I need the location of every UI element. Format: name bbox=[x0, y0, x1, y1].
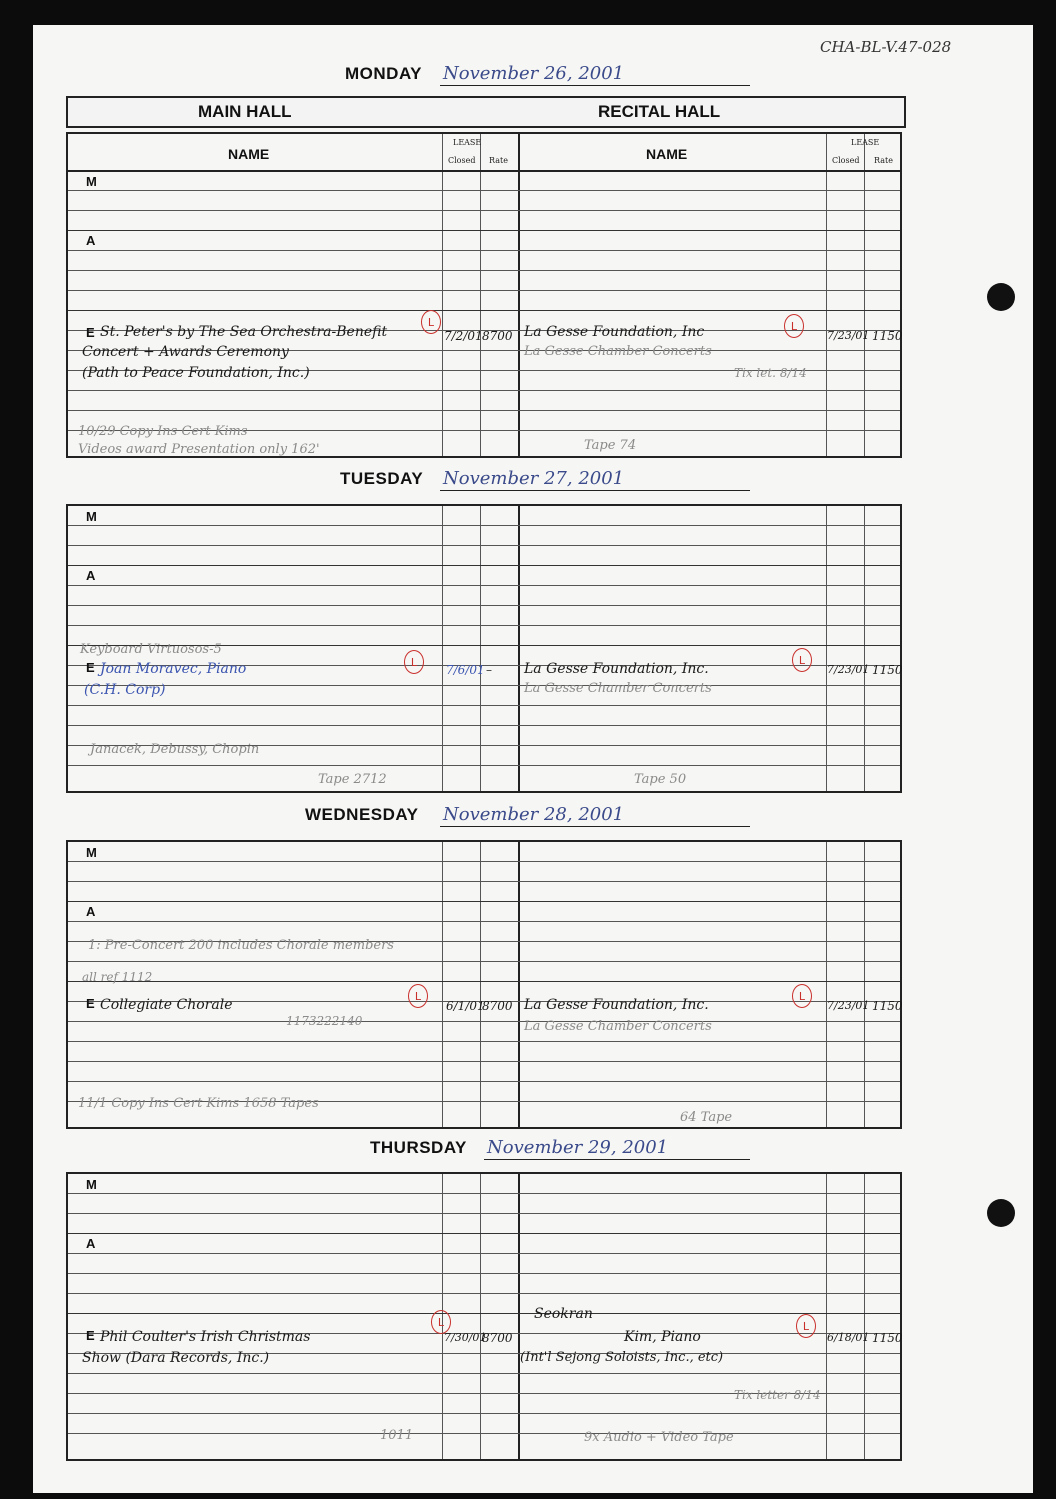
lease-mark: L bbox=[792, 648, 812, 672]
day-name: THURSDAY bbox=[370, 1138, 467, 1157]
recital-sub: Tix letter 8/14 bbox=[734, 1388, 821, 1402]
slot-a: A bbox=[86, 233, 96, 248]
main-note: Janacek, Debussy, Chopin bbox=[90, 742, 260, 757]
lease-mark: L bbox=[792, 984, 812, 1008]
day-name: MONDAY bbox=[345, 64, 422, 83]
recital-hall-title: RECITAL HALL bbox=[598, 102, 721, 121]
main-rate: 8700 bbox=[482, 999, 513, 1013]
main-event-line: (Path to Peace Foundation, Inc.) bbox=[82, 365, 310, 381]
main-hall-title: MAIN HALL bbox=[198, 102, 292, 121]
main-rate: 8700 bbox=[482, 1331, 513, 1345]
grid-tuesday bbox=[66, 504, 902, 793]
recital-note: Tape 74 bbox=[584, 438, 637, 453]
recital-rate: 1150 bbox=[872, 999, 903, 1013]
slot-e: E bbox=[86, 325, 95, 340]
main-note: 10/29 Copy Ins Cert Kims bbox=[78, 424, 248, 439]
recital-event-line: La Gesse Foundation, Inc. bbox=[524, 997, 709, 1013]
main-event-line: Show (Dara Records, Inc.) bbox=[82, 1350, 270, 1366]
main-note: Keyboard Virtuosos-5 bbox=[80, 642, 222, 657]
main-rate: – bbox=[486, 663, 492, 677]
recital-closed: 7/23/01 bbox=[827, 663, 870, 676]
slot-e: E bbox=[86, 1328, 95, 1343]
recital-sub: La Gesse Chamber Concerts bbox=[524, 344, 712, 359]
day-date: November 26, 2001 bbox=[443, 63, 625, 84]
recital-closed: 7/23/01 bbox=[827, 329, 870, 342]
recital-rate: 1150 bbox=[872, 1331, 903, 1345]
recital-rate: 1150 bbox=[872, 663, 903, 677]
main-closed: 6/1/01 bbox=[446, 999, 485, 1013]
main-event-line: Phil Coulter's Irish Christmas bbox=[100, 1329, 311, 1345]
day-name: WEDNESDAY bbox=[305, 805, 419, 824]
binder-hole-top bbox=[987, 283, 1015, 311]
recital-sub: La Gesse Chamber Concerts bbox=[524, 681, 712, 696]
slot-e: E bbox=[86, 996, 95, 1011]
recital-rate: 1150 bbox=[872, 329, 903, 343]
lease-mark: L bbox=[784, 314, 804, 338]
recital-event-line: Seokran bbox=[534, 1306, 593, 1322]
main-note: Videos award Presentation only 162' bbox=[78, 442, 320, 457]
day-date: November 27, 2001 bbox=[443, 468, 625, 489]
recital-event-line: (Int'l Sejong Soloists, Inc., etc) bbox=[520, 1350, 724, 1365]
lease-mark: L bbox=[796, 1314, 816, 1338]
hall-header-bar bbox=[66, 96, 906, 128]
main-note: 1173222140 bbox=[286, 1014, 363, 1028]
main-event-line: St. Peter's by The Sea Orchestra-Benefit bbox=[100, 324, 388, 340]
rate-header-main: Rate bbox=[489, 156, 508, 165]
lease-mark: L bbox=[431, 1310, 451, 1334]
main-event-line: (C.H. Corp) bbox=[84, 682, 166, 698]
main-closed: 7/6/01 bbox=[446, 663, 485, 677]
day-header-tuesday bbox=[340, 467, 750, 493]
lease-header-recital: LEASE bbox=[851, 138, 880, 147]
day-date: November 29, 2001 bbox=[487, 1137, 669, 1158]
day-header-thursday bbox=[370, 1136, 750, 1162]
slot-e: E bbox=[86, 660, 95, 675]
slot-a: A bbox=[86, 568, 96, 583]
main-event-line: Joan Moravec, Piano bbox=[100, 661, 247, 677]
lease-mark: L bbox=[408, 984, 428, 1008]
recital-note: 9x Audio + Video Tape bbox=[584, 1430, 734, 1445]
day-date: November 28, 2001 bbox=[443, 804, 625, 825]
slot-a: A bbox=[86, 1236, 96, 1251]
recital-closed: 6/18/01 bbox=[827, 1331, 870, 1344]
reference-code: CHA-BL-V.47-028 bbox=[820, 38, 952, 56]
recital-sub: La Gesse Chamber Concerts bbox=[524, 1019, 712, 1034]
recital-event-line: La Gesse Foundation, Inc. bbox=[524, 661, 709, 677]
name-header-main: NAME bbox=[228, 146, 270, 162]
main-note: 1011 bbox=[380, 1428, 414, 1443]
recital-event-line: Kim, Piano bbox=[624, 1329, 701, 1345]
slot-m: M bbox=[86, 174, 97, 189]
recital-sub: Tix let. 8/14 bbox=[734, 366, 807, 380]
lease-mark: L bbox=[404, 650, 424, 674]
main-event-line: Concert + Awards Ceremony bbox=[82, 344, 289, 360]
main-note: all ref 1112 bbox=[82, 970, 153, 984]
main-closed: 7/2/01 bbox=[444, 329, 483, 343]
binder-hole-bottom bbox=[987, 1199, 1015, 1227]
grid-thursday bbox=[66, 1172, 902, 1461]
main-closed: 7/30/01 bbox=[444, 1331, 487, 1344]
main-note: 1: Pre-Concert 200 includes Chorale members bbox=[88, 938, 394, 953]
closed-header-main: Closed bbox=[448, 156, 476, 165]
rate-header-recital: Rate bbox=[874, 156, 893, 165]
slot-a: A bbox=[86, 904, 96, 919]
recital-note: Tape 50 bbox=[634, 772, 687, 787]
main-rate: 8700 bbox=[482, 329, 513, 343]
grid-wednesday bbox=[66, 840, 902, 1129]
recital-note: 64 Tape bbox=[680, 1110, 733, 1125]
lease-header-main: LEASE bbox=[453, 138, 482, 147]
main-note: Tape 2712 bbox=[318, 772, 387, 787]
day-header-wednesday bbox=[305, 803, 750, 829]
slot-m: M bbox=[86, 509, 97, 524]
closed-header-recital: Closed bbox=[832, 156, 860, 165]
main-note: 11/1 Copy Ins Cert Kims 1658 Tapes bbox=[78, 1096, 319, 1111]
grid-monday bbox=[66, 132, 902, 458]
day-name: TUESDAY bbox=[340, 469, 424, 488]
main-event-line: Collegiate Chorale bbox=[100, 997, 233, 1013]
day-header-monday bbox=[345, 62, 750, 88]
recital-event-line: La Gesse Foundation, Inc bbox=[524, 324, 705, 340]
lease-mark: L bbox=[421, 310, 441, 334]
slot-m: M bbox=[86, 845, 97, 860]
slot-m: M bbox=[86, 1177, 97, 1192]
recital-closed: 7/23/01 bbox=[827, 999, 870, 1012]
name-header-recital: NAME bbox=[646, 146, 688, 162]
